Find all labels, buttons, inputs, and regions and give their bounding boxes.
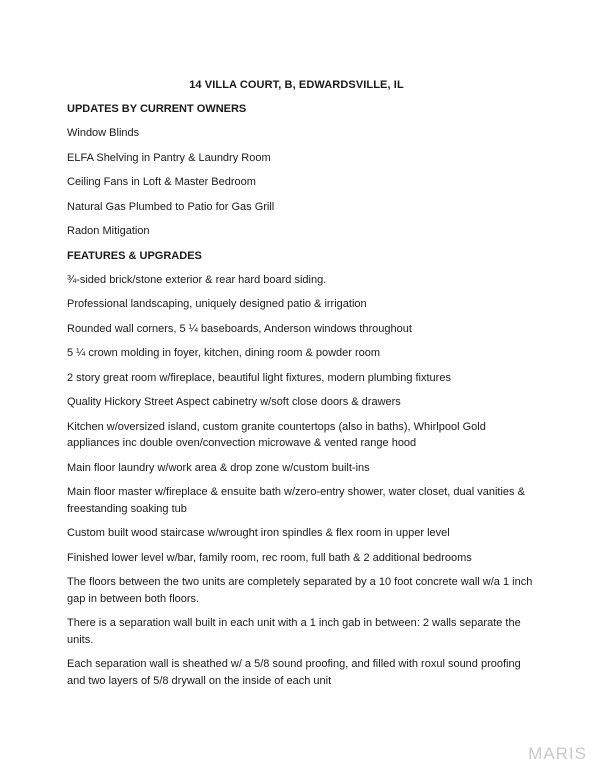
list-item: Ceiling Fans in Loft & Master Bedroom [67, 176, 256, 188]
list-item: Kitchen w/oversized island, custom granite countertops (also in baths), Whirlpool Gold appliances inc double oven/convection microwave & vented range hood [67, 420, 486, 449]
list-item: Main floor master w/fireplace & ensuite bath w/zero-entry shower, water closet, dual vanities & freestanding soaking tub [67, 486, 525, 515]
list-item: 5 ¼ crown molding in foyer, kitchen, dining room & powder room [67, 347, 381, 359]
list-item: Rounded wall corners, 5 ¼ baseboards, Anderson windows throughout [67, 322, 412, 335]
list-item: ELFA Shelving in Pantry & Laundry Room [67, 151, 271, 164]
list-item: Radon Mitigation [67, 225, 150, 237]
list-item: 2 story great room w/fireplace, beautiful light fixtures, modern plumbing fixtures [67, 371, 451, 384]
document-title: 14 VILLA COURT, B, EDWARDSVILLE, IL [189, 79, 404, 91]
list-item: ¾-sided brick/stone exterior & rear hard board siding. [67, 273, 327, 286]
list-item: Finished lower level w/bar, family room, rec room, full bath & 2 additional bedrooms [67, 551, 472, 564]
list-item: Window Blinds [67, 127, 140, 139]
list-item: Each separation wall is sheathed w/ a 5/8 sound proofing, and filled with roxul sound proofing and two layers of 5/8 drywall on the inside of each unit [67, 658, 521, 687]
list-item: Custom built wood staircase w/wrought iron spindles & flex room in upper level [67, 527, 450, 539]
list-item: Professional landscaping, uniquely designed patio & irrigation [67, 298, 367, 310]
list-item: The floors between the two units are completely separated by a 10 foot concrete wall w/a 1 inch gap in between both floors. [67, 576, 533, 605]
list-item: Main floor laundry w/work area & drop zone w/custom built-ins [67, 461, 370, 474]
list-item: Natural Gas Plumbed to Patio for Gas Grill [67, 200, 275, 213]
maris-watermark: MARIS [528, 744, 587, 763]
section-heading-features: FEATURES & UPGRADES [67, 249, 202, 262]
section-heading-updates: UPDATES BY CURRENT OWNERS [67, 103, 247, 115]
document-body [67, 101, 537, 697]
list-item: There is a separation wall built in each unit with a 1 inch gab in between: 2 walls separate the units. [67, 617, 521, 646]
list-item: Quality Hickory Street Aspect cabinetry w/soft close doors & drawers [67, 396, 401, 408]
